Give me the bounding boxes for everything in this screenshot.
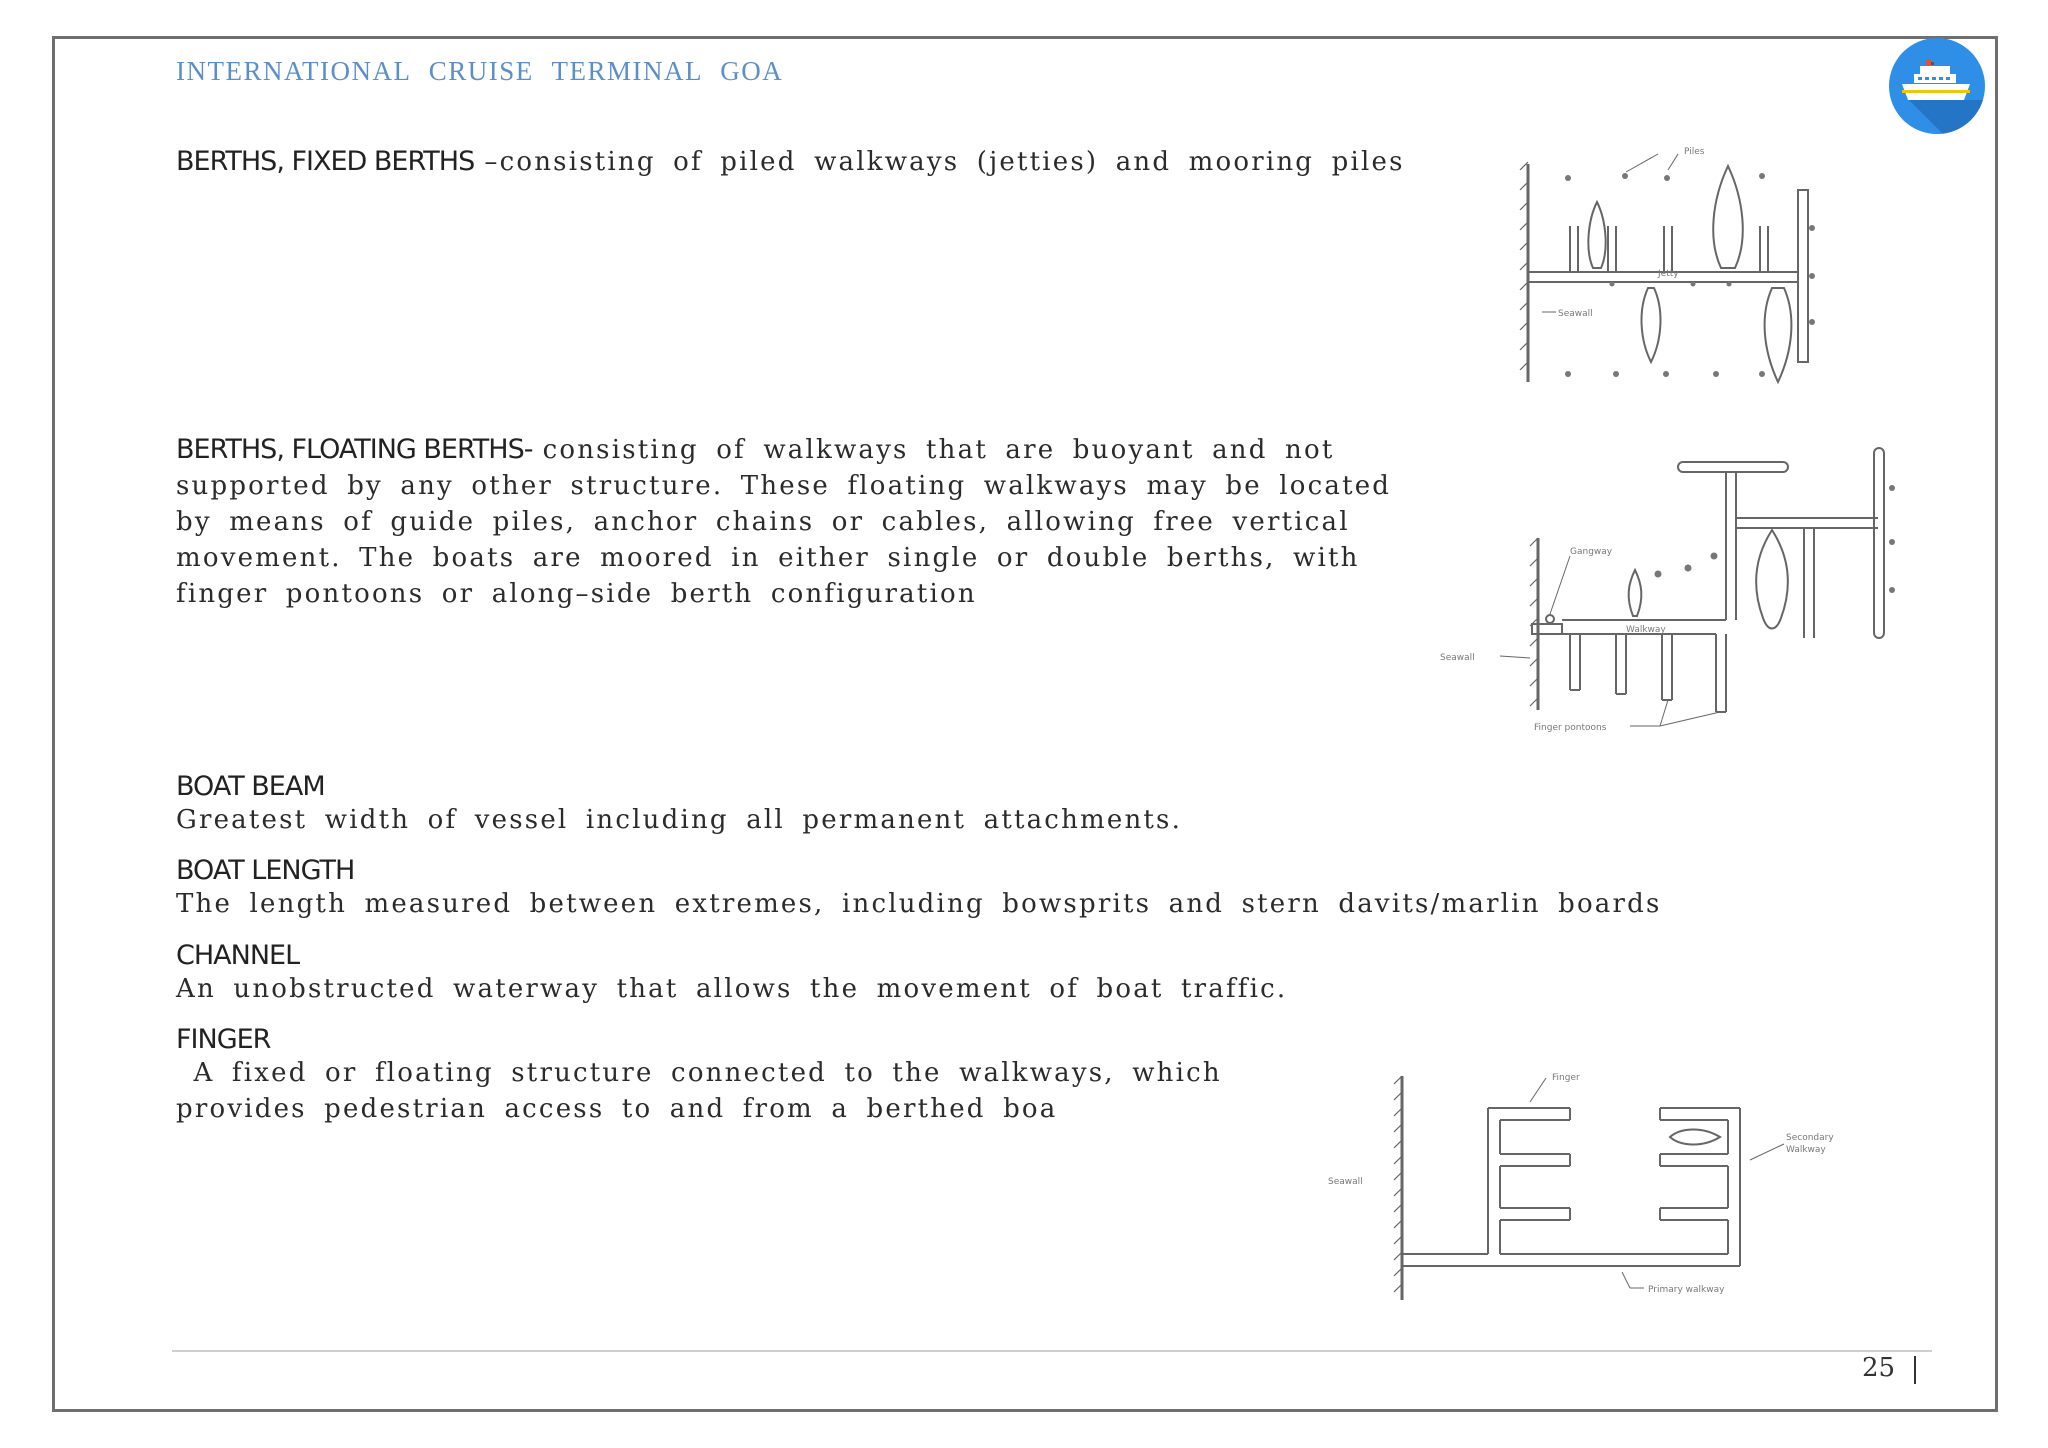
finger-diagram [1318,1068,1858,1308]
secondary-walkway-label-2: Walkway [1786,1145,1826,1155]
finger-label: Finger [1552,1073,1580,1083]
jetty-label: Jetty [1658,269,1679,279]
floating-berths-section [176,432,1396,612]
floating-berths-heading: BERTHS, FLOATING BERTHS- [176,434,533,465]
boat-length-section [176,855,1662,922]
primary-walkway-label: Primary walkway [1648,1285,1725,1295]
floating-berths-text: consisting of walkways that are buoyant and not supported by any other structure. These floating walkways may be located by means of guide piles, anchor chains or cables, allowing free vertical movement. The boats are moored in either single or double berths, with finger pontoons or along–side berth configuration [176,435,1392,609]
fixed-berths-heading: BERTHS, FIXED BERTHS [176,146,475,177]
finger-pontoons-label: Finger pontoons [1534,723,1607,733]
page-number: 25 [1862,1353,1896,1383]
boat-beam-section [176,771,1182,838]
fixed-berths-diagram [1440,140,1860,390]
walkway-label: Walkway [1626,625,1666,635]
boat-length-text: The length measured between extremes, including bowsprits and stern davits/marlin boards [176,889,1662,919]
secondary-walkway-label-1: Secondary [1786,1133,1834,1143]
finger-section [176,1024,1296,1127]
piles-label: Piles [1684,147,1705,157]
gangway-label: Gangway [1570,547,1613,557]
page-number-separator [1914,1356,1916,1384]
channel-section [176,940,1287,1007]
fixed-berths-section [176,144,1456,180]
boat-beam-text: Greatest width of vessel including all permanent attachments. [176,805,1183,835]
channel-heading: CHANNEL [176,940,300,971]
channel-text: An unobstructed waterway that allows the movement of boat traffic. [176,974,1288,1004]
document-header-title: INTERNATIONAL CRUISE TERMINAL GOA [176,56,784,86]
finger-heading: FINGER [176,1024,271,1055]
floating-berths-diagram [1430,438,1900,738]
finger-seawall-label: Seawall [1328,1177,1363,1187]
footer-divider [172,1350,1932,1352]
cruise-ship-icon [1889,38,1985,134]
seawall-label: Seawall [1558,309,1593,319]
boat-beam-heading: BOAT BEAM [176,771,325,802]
floating-seawall-label: Seawall [1440,653,1475,663]
fixed-berths-text: –consisting of piled walkways (jetties) and mooring piles [484,147,1405,177]
boat-length-heading: BOAT LENGTH [176,855,355,886]
finger-text: A fixed or floating structure connected to the walkways, which provides pedestrian access to and from a berthed boa [176,1058,1240,1124]
